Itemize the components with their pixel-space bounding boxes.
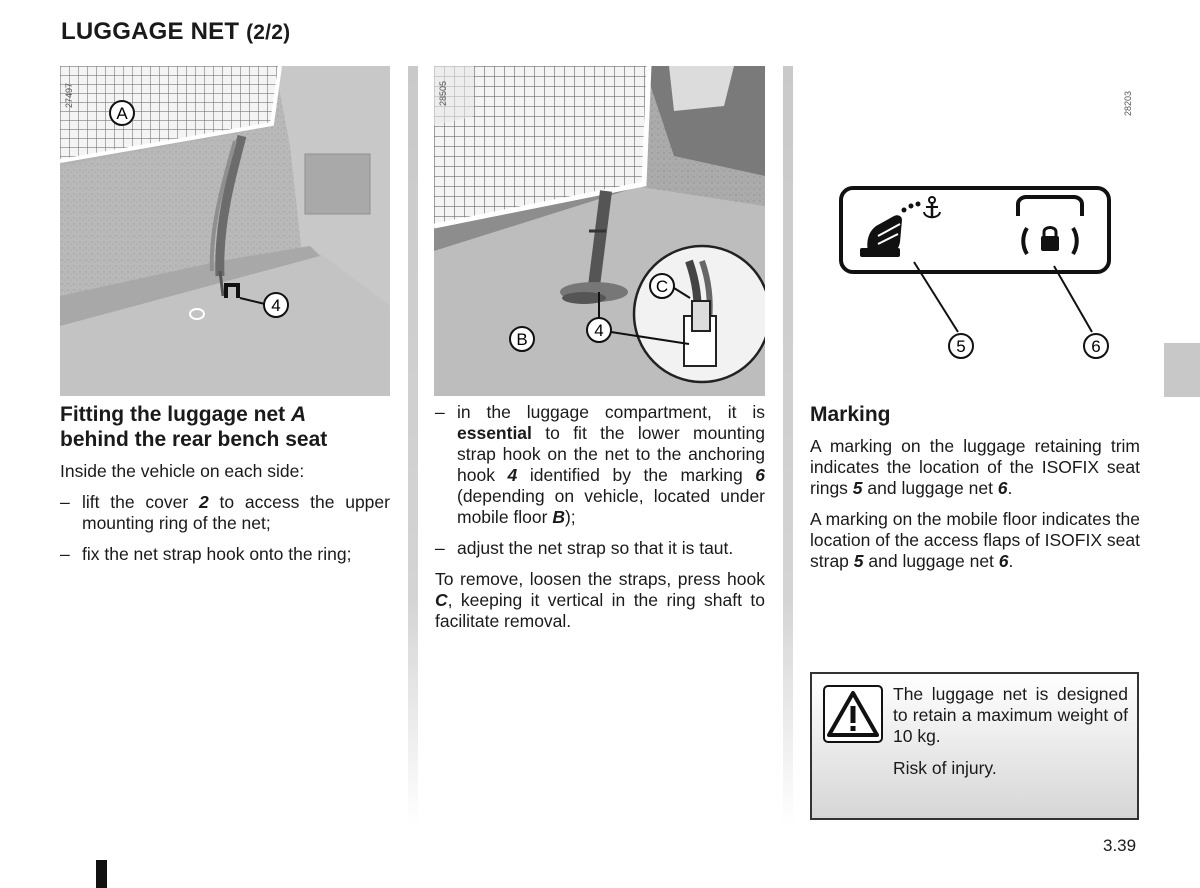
list-item-text: lift the cover <box>82 492 199 512</box>
ref-net-6: 6 <box>998 551 1009 571</box>
list-item <box>60 492 390 534</box>
column-marking <box>810 402 1140 582</box>
text-run: . <box>1007 478 1013 498</box>
page-title-text: LUGGAGE NET <box>61 18 240 45</box>
page-title-suffix: (2/2) <box>246 21 291 44</box>
text-run: to fit the lower mounting strap hook on the net to the anchoring hook <box>457 423 765 485</box>
figure-1-label-a: A <box>116 104 128 123</box>
figure-3-drawing <box>810 66 1140 376</box>
figure-1-label-4: 4 <box>271 296 281 315</box>
marking-heading: Marking <box>810 403 891 426</box>
ref-isofix-5: 5 <box>853 551 864 571</box>
ref-isofix-5: 5 <box>852 478 863 498</box>
column-divider-right <box>783 66 793 826</box>
column-divider-left <box>408 66 418 826</box>
list-dash: – <box>435 402 445 422</box>
ref-floor-b: B <box>552 507 565 527</box>
fitting-heading-line2: behind the rear bench seat <box>60 428 328 451</box>
figure-2-label-4: 4 <box>594 321 604 340</box>
figure-3-ref: 28203 <box>1123 90 1133 116</box>
corner-mark <box>96 860 107 888</box>
figure-3-label-5: 5 <box>956 337 966 356</box>
list-dash: – <box>435 538 445 558</box>
list-dash: – <box>60 544 70 564</box>
figure-marking-symbols <box>810 66 1140 376</box>
figure-3-label-6: 6 <box>1091 337 1101 356</box>
figure-2-ref: 28505 <box>438 80 448 106</box>
text-run: (depending on vehicle, located under mobile floor <box>457 486 765 527</box>
figure-2-drawing <box>434 66 765 396</box>
remove-paragraph <box>435 569 765 632</box>
text-run: and luggage net <box>863 551 999 571</box>
chapter-side-tab <box>1164 343 1200 397</box>
figure-2-label-c: C <box>655 277 669 296</box>
ref-hook-c: C <box>435 590 448 610</box>
warning-text: The luggage net is designed to retain a maximum weight of 10 kg. <box>893 684 1128 746</box>
ref-net-6: 6 <box>997 478 1008 498</box>
warning-triangle-icon <box>823 685 883 748</box>
text-run: in the luggage compartment, it is <box>457 402 765 422</box>
text-run: ); <box>564 507 576 527</box>
marking-paragraph-1 <box>810 436 1140 499</box>
list-item <box>60 544 390 565</box>
figure-1-ref: 27497 <box>64 82 74 108</box>
marking-paragraph-2 <box>810 509 1140 572</box>
list-item <box>435 402 765 528</box>
text-run: To remove, loosen the straps, press hook <box>435 569 765 589</box>
text-run: A marking on the luggage retaining trim indicates the location of the ISOFIX seat rings <box>810 436 1140 498</box>
text-run: A marking on the mobile floor indicates the location of the access flaps of ISOFIX seat strap <box>810 509 1140 571</box>
list-item-text: fix the net strap hook onto the ring; <box>82 544 352 564</box>
figure-luggage-net-upper-ring <box>60 66 390 396</box>
emphasis-essential: essential <box>457 423 532 443</box>
column-instructions <box>435 402 765 642</box>
figure-luggage-net-anchor-hook <box>434 66 765 396</box>
figure-1-drawing <box>60 66 390 396</box>
text-run: and luggage net <box>862 478 998 498</box>
list-item-text-end: to access the upper mounting ring of the net; <box>82 492 390 533</box>
list-item <box>435 538 765 559</box>
text-run: , keeping it vertical in the ring shaft to facilitate removal. <box>435 590 765 631</box>
column-fitting <box>60 402 390 575</box>
page-number: 3.39 <box>1103 836 1137 855</box>
ref-hook-4: 4 <box>507 465 518 485</box>
fitting-heading <box>60 402 390 452</box>
warning-box <box>810 672 1139 820</box>
text-run: identified by the marking <box>517 465 756 485</box>
text-run: . <box>1008 551 1014 571</box>
list-dash: – <box>60 492 70 512</box>
fitting-heading-text: Fitting the luggage net <box>60 403 291 426</box>
figure-2-label-b: B <box>516 330 528 349</box>
fitting-intro: Inside the vehicle on each side: <box>60 461 305 481</box>
page-title <box>61 18 290 46</box>
ref-marking-6: 6 <box>755 465 765 485</box>
fitting-heading-ref: A <box>290 403 307 426</box>
warning-risk: Risk of injury. <box>893 758 997 778</box>
list-item-text: adjust the net strap so that it is taut. <box>457 538 734 558</box>
ref-cover-2: 2 <box>198 492 209 512</box>
